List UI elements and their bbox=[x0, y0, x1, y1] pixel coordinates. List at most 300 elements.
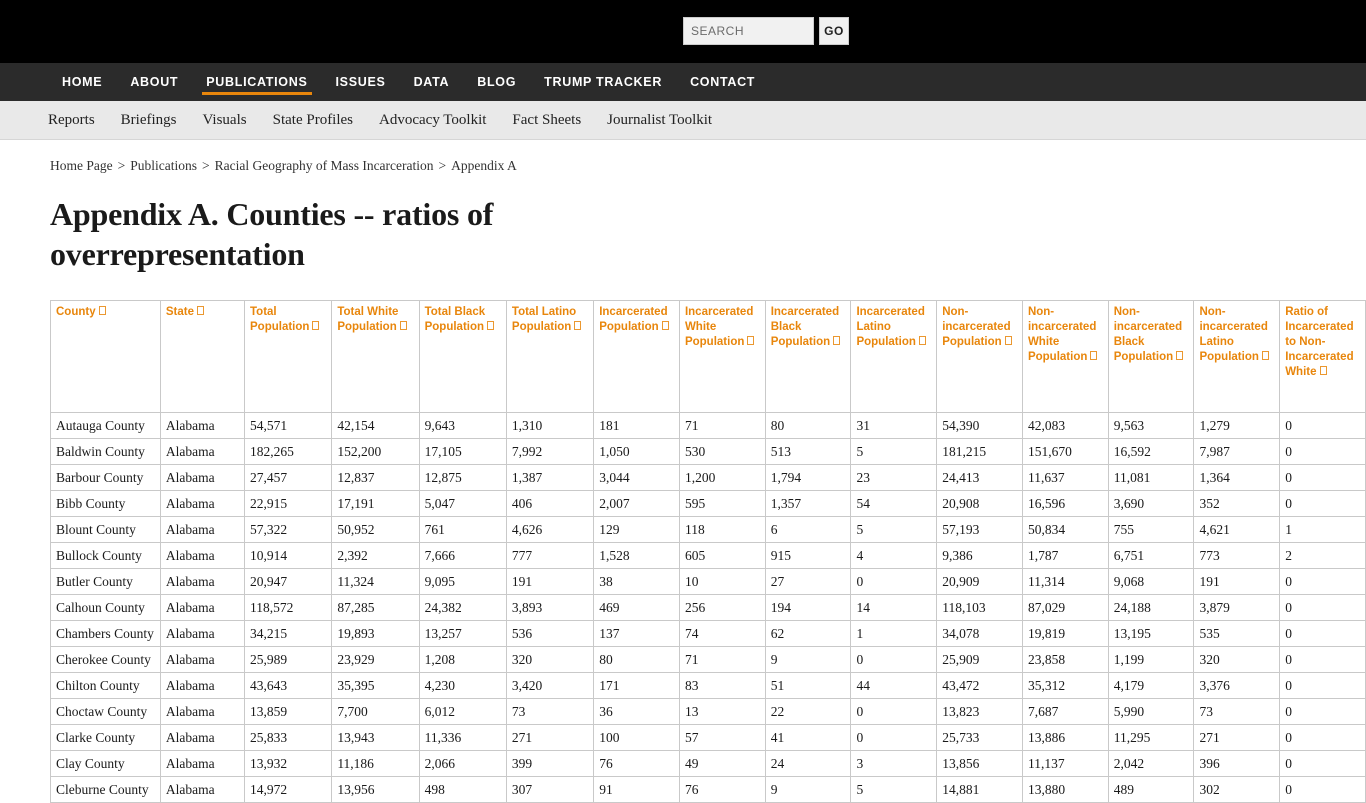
column-header-incarcerated-white-population[interactable] bbox=[679, 301, 765, 413]
table-cell: 9,643 bbox=[419, 413, 506, 439]
table-cell: 73 bbox=[506, 699, 593, 725]
table-cell: 31 bbox=[851, 413, 937, 439]
table-cell: Blount County bbox=[51, 517, 161, 543]
table-header bbox=[51, 301, 1366, 413]
table-cell: 1,310 bbox=[506, 413, 593, 439]
table-cell: 151,670 bbox=[1022, 439, 1108, 465]
table-cell: Alabama bbox=[160, 439, 244, 465]
table-cell: 11,637 bbox=[1022, 465, 1108, 491]
column-header-label: Incarcerated Latino Population bbox=[856, 306, 925, 348]
nav-item-about[interactable]: ABOUT bbox=[130, 75, 179, 89]
table-cell: Bibb County bbox=[51, 491, 161, 517]
table-cell: 777 bbox=[506, 543, 593, 569]
table-body bbox=[51, 413, 1366, 803]
column-header-label: Incarcerated Black Population bbox=[770, 306, 840, 348]
table-cell: 1,794 bbox=[765, 465, 851, 491]
table-cell: 87,285 bbox=[332, 595, 419, 621]
table-cell: 11,295 bbox=[1108, 725, 1194, 751]
table-cell: Alabama bbox=[160, 673, 244, 699]
table-cell: Alabama bbox=[160, 595, 244, 621]
column-header-non-incarcerated-white-population[interactable] bbox=[1022, 301, 1108, 413]
table-cell: 27,457 bbox=[245, 465, 332, 491]
sort-toggle-icon[interactable] bbox=[487, 321, 494, 330]
table-cell: 22,915 bbox=[245, 491, 332, 517]
table-cell: 0 bbox=[1280, 465, 1366, 491]
table-cell: 0 bbox=[851, 725, 937, 751]
table-cell: 9 bbox=[765, 647, 851, 673]
table-cell: 118 bbox=[679, 517, 765, 543]
table-cell: 1 bbox=[1280, 517, 1366, 543]
table-cell: 5,990 bbox=[1108, 699, 1194, 725]
table-cell: 87,029 bbox=[1022, 595, 1108, 621]
table-row bbox=[51, 777, 1366, 803]
table-cell: 24 bbox=[765, 751, 851, 777]
table-cell: 7,992 bbox=[506, 439, 593, 465]
column-header-incarcerated-population[interactable] bbox=[594, 301, 680, 413]
table-row bbox=[51, 647, 1366, 673]
table-cell: Autauga County bbox=[51, 413, 161, 439]
table-cell: 25,833 bbox=[245, 725, 332, 751]
sort-toggle-icon[interactable] bbox=[1005, 336, 1012, 345]
table-cell: 36 bbox=[594, 699, 680, 725]
table-cell: 3,690 bbox=[1108, 491, 1194, 517]
column-header-label: Ratio of Incarcerated to Non-Incarcerated White bbox=[1285, 306, 1354, 378]
table-cell: 13,932 bbox=[245, 751, 332, 777]
table-cell: 181,215 bbox=[937, 439, 1023, 465]
table-cell: 2,042 bbox=[1108, 751, 1194, 777]
table-cell: 1,199 bbox=[1108, 647, 1194, 673]
secondary-navigation bbox=[0, 101, 1366, 140]
table-cell: 4,230 bbox=[419, 673, 506, 699]
table-cell: Alabama bbox=[160, 699, 244, 725]
table-cell: 0 bbox=[1280, 673, 1366, 699]
nav-item-contact[interactable]: CONTACT bbox=[690, 75, 756, 89]
nav-item-home[interactable]: HOME bbox=[62, 75, 103, 89]
table-cell: 118,103 bbox=[937, 595, 1023, 621]
table-cell: 71 bbox=[679, 647, 765, 673]
table-cell: 12,875 bbox=[419, 465, 506, 491]
breadcrumb-item-0[interactable]: Home Page bbox=[50, 158, 113, 173]
sort-toggle-icon[interactable] bbox=[99, 306, 106, 315]
table-cell: 7,700 bbox=[332, 699, 419, 725]
table-cell: 13,886 bbox=[1022, 725, 1108, 751]
table-cell: 76 bbox=[594, 751, 680, 777]
table-cell: 42,083 bbox=[1022, 413, 1108, 439]
table-cell: 0 bbox=[851, 647, 937, 673]
table-cell: 76 bbox=[679, 777, 765, 803]
table-cell: 773 bbox=[1194, 543, 1280, 569]
table-cell: 399 bbox=[506, 751, 593, 777]
table-cell: 1 bbox=[851, 621, 937, 647]
table-cell: 13,257 bbox=[419, 621, 506, 647]
table-cell: 25,909 bbox=[937, 647, 1023, 673]
table-cell: 2,007 bbox=[594, 491, 680, 517]
search-go-button[interactable]: GO bbox=[819, 17, 849, 45]
nav-item-publications[interactable]: PUBLICATIONS bbox=[192, 63, 321, 101]
table-cell: 23,858 bbox=[1022, 647, 1108, 673]
table-cell: 9 bbox=[765, 777, 851, 803]
table-cell: 19,819 bbox=[1022, 621, 1108, 647]
table-cell: 20,909 bbox=[937, 569, 1023, 595]
subnav-item-fact-sheets[interactable]: Fact Sheets bbox=[512, 111, 582, 128]
table-cell: 57,322 bbox=[245, 517, 332, 543]
table-cell: 24,382 bbox=[419, 595, 506, 621]
table-cell: 14 bbox=[851, 595, 937, 621]
table-cell: 2 bbox=[1280, 543, 1366, 569]
table-cell: 595 bbox=[679, 491, 765, 517]
table-cell: Cherokee County bbox=[51, 647, 161, 673]
table-cell: 396 bbox=[1194, 751, 1280, 777]
table-cell: 35,395 bbox=[332, 673, 419, 699]
table-cell: 6,012 bbox=[419, 699, 506, 725]
table-cell: 43,643 bbox=[245, 673, 332, 699]
table-cell: 1,357 bbox=[765, 491, 851, 517]
sort-toggle-icon[interactable] bbox=[662, 321, 669, 330]
table-row bbox=[51, 725, 1366, 751]
table-cell: 605 bbox=[679, 543, 765, 569]
table-cell: 43,472 bbox=[937, 673, 1023, 699]
column-header-ratio-of-incarcerated-to-non-incarcerated-white[interactable] bbox=[1280, 301, 1366, 413]
table-cell: 23 bbox=[851, 465, 937, 491]
primary-navigation bbox=[0, 63, 1366, 101]
table-cell: 191 bbox=[1194, 569, 1280, 595]
table-cell: Alabama bbox=[160, 465, 244, 491]
table-cell: 16,592 bbox=[1108, 439, 1194, 465]
table-cell: Barbour County bbox=[51, 465, 161, 491]
column-header-non-incarcerated-latino-population[interactable] bbox=[1194, 301, 1280, 413]
table-row bbox=[51, 621, 1366, 647]
table-cell: 469 bbox=[594, 595, 680, 621]
table-cell: 25,733 bbox=[937, 725, 1023, 751]
table-cell: 498 bbox=[419, 777, 506, 803]
table-cell: 171 bbox=[594, 673, 680, 699]
table-cell: Clarke County bbox=[51, 725, 161, 751]
table-row bbox=[51, 439, 1366, 465]
table-cell: 915 bbox=[765, 543, 851, 569]
table-cell: 181 bbox=[594, 413, 680, 439]
table-cell: 3,420 bbox=[506, 673, 593, 699]
table-cell: 0 bbox=[1280, 439, 1366, 465]
table-cell: 0 bbox=[1280, 751, 1366, 777]
table-cell: 13,195 bbox=[1108, 621, 1194, 647]
table-cell: 10 bbox=[679, 569, 765, 595]
table-cell: 2,392 bbox=[332, 543, 419, 569]
table-cell: 1,279 bbox=[1194, 413, 1280, 439]
table-cell: 191 bbox=[506, 569, 593, 595]
table-cell: 11,336 bbox=[419, 725, 506, 751]
table-cell: 1,208 bbox=[419, 647, 506, 673]
table-cell: 50,952 bbox=[332, 517, 419, 543]
table-cell: 307 bbox=[506, 777, 593, 803]
table-cell: Butler County bbox=[51, 569, 161, 595]
breadcrumb-separator: > bbox=[201, 158, 210, 173]
table-cell: 4,621 bbox=[1194, 517, 1280, 543]
table-cell: 0 bbox=[851, 699, 937, 725]
column-header-label: County bbox=[56, 306, 96, 318]
subnav-item-briefings[interactable]: Briefings bbox=[120, 111, 177, 128]
column-header-label: Incarcerated Population bbox=[599, 306, 668, 333]
table-cell: 6 bbox=[765, 517, 851, 543]
table-cell: Bullock County bbox=[51, 543, 161, 569]
table-cell: 20,908 bbox=[937, 491, 1023, 517]
table-header-row bbox=[51, 301, 1366, 413]
table-cell: 83 bbox=[679, 673, 765, 699]
table-cell: 0 bbox=[1280, 595, 1366, 621]
column-header-label: State bbox=[165, 306, 194, 318]
table-cell: 352 bbox=[1194, 491, 1280, 517]
table-row bbox=[51, 413, 1366, 439]
table-cell: 536 bbox=[506, 621, 593, 647]
table-cell: 24,188 bbox=[1108, 595, 1194, 621]
table-cell: 3,376 bbox=[1194, 673, 1280, 699]
table-cell: 271 bbox=[506, 725, 593, 751]
table-row bbox=[51, 595, 1366, 621]
table-cell: 57 bbox=[679, 725, 765, 751]
table-cell: 0 bbox=[1280, 621, 1366, 647]
table-cell: 137 bbox=[594, 621, 680, 647]
column-header-label: Non-incarcerated Latino Population bbox=[1199, 306, 1268, 363]
table-cell: 5 bbox=[851, 517, 937, 543]
table-cell: 406 bbox=[506, 491, 593, 517]
column-header-total-latino-population[interactable] bbox=[506, 301, 593, 413]
search-input[interactable] bbox=[683, 17, 814, 45]
column-header-non-incarcerated-population[interactable] bbox=[937, 301, 1023, 413]
table-cell: Alabama bbox=[160, 413, 244, 439]
table-cell: Alabama bbox=[160, 543, 244, 569]
table-cell: Cleburne County bbox=[51, 777, 161, 803]
table-cell: 38 bbox=[594, 569, 680, 595]
table-cell: 11,137 bbox=[1022, 751, 1108, 777]
table-cell: 755 bbox=[1108, 517, 1194, 543]
sort-toggle-icon[interactable] bbox=[574, 321, 581, 330]
column-header-label: Non-incarcerated White Population bbox=[1027, 306, 1097, 363]
column-header-label: Non-incarcerated Population bbox=[942, 306, 1011, 348]
column-header-non-incarcerated-black-population[interactable] bbox=[1108, 301, 1194, 413]
table-cell: Alabama bbox=[160, 751, 244, 777]
table-cell: 24,413 bbox=[937, 465, 1023, 491]
table-cell: 0 bbox=[1280, 725, 1366, 751]
sort-toggle-icon[interactable] bbox=[747, 336, 754, 345]
table-cell: 13,823 bbox=[937, 699, 1023, 725]
table-cell: 9,068 bbox=[1108, 569, 1194, 595]
table-cell: 13,943 bbox=[332, 725, 419, 751]
table-cell: 80 bbox=[594, 647, 680, 673]
table-cell: 0 bbox=[1280, 699, 1366, 725]
table-cell: 54,390 bbox=[937, 413, 1023, 439]
table-cell: 9,563 bbox=[1108, 413, 1194, 439]
column-header-state[interactable] bbox=[160, 301, 244, 413]
table-cell: Chilton County bbox=[51, 673, 161, 699]
table-row bbox=[51, 569, 1366, 595]
table-cell: 74 bbox=[679, 621, 765, 647]
breadcrumb-separator: > bbox=[438, 158, 447, 173]
table-cell: 34,078 bbox=[937, 621, 1023, 647]
table-cell: 13,856 bbox=[937, 751, 1023, 777]
table-cell: Alabama bbox=[160, 725, 244, 751]
column-header-label: Total Population bbox=[250, 306, 310, 333]
sort-toggle-icon[interactable] bbox=[833, 336, 840, 345]
table-cell: Baldwin County bbox=[51, 439, 161, 465]
table-cell: 11,081 bbox=[1108, 465, 1194, 491]
table-cell: 1,387 bbox=[506, 465, 593, 491]
sort-toggle-icon[interactable] bbox=[197, 306, 204, 315]
table-cell: 54,571 bbox=[245, 413, 332, 439]
table-cell: 14,881 bbox=[937, 777, 1023, 803]
table-cell: 129 bbox=[594, 517, 680, 543]
table-cell: 1,050 bbox=[594, 439, 680, 465]
table-row bbox=[51, 699, 1366, 725]
sort-toggle-icon[interactable] bbox=[1176, 351, 1183, 360]
column-header-total-white-population[interactable] bbox=[332, 301, 419, 413]
table-cell: 51 bbox=[765, 673, 851, 699]
table-cell: 9,095 bbox=[419, 569, 506, 595]
table-cell: Calhoun County bbox=[51, 595, 161, 621]
table-cell: 23,929 bbox=[332, 647, 419, 673]
search-form bbox=[683, 17, 849, 45]
table-cell: 54 bbox=[851, 491, 937, 517]
sort-toggle-icon[interactable] bbox=[1262, 351, 1269, 360]
table-cell: Alabama bbox=[160, 777, 244, 803]
table-cell: Alabama bbox=[160, 517, 244, 543]
subnav-item-visuals[interactable]: Visuals bbox=[202, 111, 247, 128]
table-cell: 4,626 bbox=[506, 517, 593, 543]
breadcrumb-item-3: Appendix A bbox=[451, 158, 517, 173]
table-row bbox=[51, 465, 1366, 491]
breadcrumb-item-1[interactable]: Publications bbox=[130, 158, 197, 173]
table-cell: 4,179 bbox=[1108, 673, 1194, 699]
table-cell: 1,364 bbox=[1194, 465, 1280, 491]
column-header-total-black-population[interactable] bbox=[419, 301, 506, 413]
table-cell: 5 bbox=[851, 777, 937, 803]
table-row bbox=[51, 673, 1366, 699]
table-cell: 194 bbox=[765, 595, 851, 621]
table-cell: 35,312 bbox=[1022, 673, 1108, 699]
table-cell: 0 bbox=[1280, 647, 1366, 673]
column-header-label: Total Black Population bbox=[424, 306, 486, 333]
table-cell: 3,879 bbox=[1194, 595, 1280, 621]
table-cell: 0 bbox=[1280, 413, 1366, 439]
table-cell: 761 bbox=[419, 517, 506, 543]
table-cell: 12,837 bbox=[332, 465, 419, 491]
table-cell: Alabama bbox=[160, 621, 244, 647]
column-header-incarcerated-latino-population[interactable] bbox=[851, 301, 937, 413]
table-cell: 44 bbox=[851, 673, 937, 699]
table-cell: 1,528 bbox=[594, 543, 680, 569]
table-cell: 42,154 bbox=[332, 413, 419, 439]
table-cell: 80 bbox=[765, 413, 851, 439]
table-cell: 91 bbox=[594, 777, 680, 803]
table-cell: 9,386 bbox=[937, 543, 1023, 569]
table-cell: 13,880 bbox=[1022, 777, 1108, 803]
table-cell: 50,834 bbox=[1022, 517, 1108, 543]
table-cell: 320 bbox=[1194, 647, 1280, 673]
table-cell: 100 bbox=[594, 725, 680, 751]
table-row bbox=[51, 543, 1366, 569]
table-cell: Chambers County bbox=[51, 621, 161, 647]
table-cell: Clay County bbox=[51, 751, 161, 777]
table-cell: 57,193 bbox=[937, 517, 1023, 543]
table-cell: 19,893 bbox=[332, 621, 419, 647]
table-cell: 10,914 bbox=[245, 543, 332, 569]
table-cell: 34,215 bbox=[245, 621, 332, 647]
table-cell: 0 bbox=[1280, 777, 1366, 803]
table-cell: 118,572 bbox=[245, 595, 332, 621]
table-cell: 182,265 bbox=[245, 439, 332, 465]
table-cell: 11,314 bbox=[1022, 569, 1108, 595]
sort-toggle-icon[interactable] bbox=[312, 321, 319, 330]
table-cell: 271 bbox=[1194, 725, 1280, 751]
table-cell: 11,186 bbox=[332, 751, 419, 777]
table-cell: 0 bbox=[851, 569, 937, 595]
table-cell: 489 bbox=[1108, 777, 1194, 803]
table-row bbox=[51, 491, 1366, 517]
nav-item-data[interactable]: DATA bbox=[413, 75, 450, 89]
subnav-item-journalist-toolkit[interactable]: Journalist Toolkit bbox=[607, 111, 713, 128]
table-cell: 22 bbox=[765, 699, 851, 725]
table-cell: 11,324 bbox=[332, 569, 419, 595]
table-cell: 513 bbox=[765, 439, 851, 465]
table-cell: 71 bbox=[679, 413, 765, 439]
table-cell: Choctaw County bbox=[51, 699, 161, 725]
table-cell: 1,787 bbox=[1022, 543, 1108, 569]
table-cell: 152,200 bbox=[332, 439, 419, 465]
table-cell: 3,044 bbox=[594, 465, 680, 491]
table-row bbox=[51, 517, 1366, 543]
table-cell: 25,989 bbox=[245, 647, 332, 673]
subnav-item-advocacy-toolkit[interactable]: Advocacy Toolkit bbox=[379, 111, 487, 128]
breadcrumb-item-2[interactable]: Racial Geography of Mass Incarceration bbox=[214, 158, 434, 173]
table-cell: 13,956 bbox=[332, 777, 419, 803]
sort-toggle-icon[interactable] bbox=[1090, 351, 1097, 360]
table-cell: 41 bbox=[765, 725, 851, 751]
column-header-county[interactable] bbox=[51, 301, 161, 413]
column-header-label: Non-incarcerated Black Population bbox=[1113, 306, 1183, 363]
sort-toggle-icon[interactable] bbox=[400, 321, 407, 330]
top-bar bbox=[0, 0, 1366, 63]
table-cell: 7,987 bbox=[1194, 439, 1280, 465]
table-cell: 7,687 bbox=[1022, 699, 1108, 725]
table-cell: 5,047 bbox=[419, 491, 506, 517]
table-cell: 27 bbox=[765, 569, 851, 595]
column-header-incarcerated-black-population[interactable] bbox=[765, 301, 851, 413]
sort-toggle-icon[interactable] bbox=[1320, 366, 1327, 375]
table-cell: Alabama bbox=[160, 491, 244, 517]
page-title: Appendix A. Counties -- ratios of overrepresentation bbox=[50, 196, 494, 272]
table-scroll-area[interactable] bbox=[50, 300, 1366, 803]
nav-item-issues[interactable]: ISSUES bbox=[335, 75, 386, 89]
subnav-item-state-profiles[interactable]: State Profiles bbox=[272, 111, 354, 128]
table-cell: 256 bbox=[679, 595, 765, 621]
table-cell: 49 bbox=[679, 751, 765, 777]
table-cell: 13,859 bbox=[245, 699, 332, 725]
subnav-item-reports[interactable]: Reports bbox=[48, 111, 95, 128]
table-cell: 0 bbox=[1280, 491, 1366, 517]
column-header-total-population[interactable] bbox=[245, 301, 332, 413]
table-cell: 0 bbox=[1280, 569, 1366, 595]
sort-toggle-icon[interactable] bbox=[919, 336, 926, 345]
table-cell: 3 bbox=[851, 751, 937, 777]
table-cell: 535 bbox=[1194, 621, 1280, 647]
table-row bbox=[51, 751, 1366, 777]
table-cell: 5 bbox=[851, 439, 937, 465]
nav-item-trump-tracker[interactable]: TRUMP TRACKER bbox=[544, 75, 663, 89]
table-cell: 302 bbox=[1194, 777, 1280, 803]
table-cell: 3,893 bbox=[506, 595, 593, 621]
nav-item-blog[interactable]: BLOG bbox=[477, 75, 517, 89]
table-cell: 320 bbox=[506, 647, 593, 673]
column-header-label: Total Latino Population bbox=[511, 306, 577, 333]
table-cell: 17,105 bbox=[419, 439, 506, 465]
